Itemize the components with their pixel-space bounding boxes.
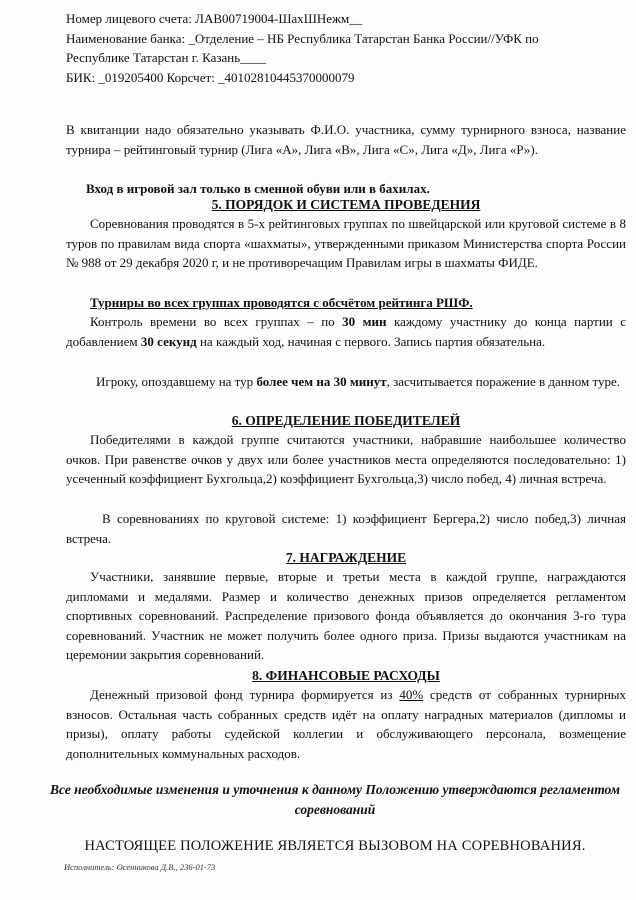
- late-arrival-paragraph: Игроку, опоздавшему на тур более чем на 30 минут, засчитывается поражение в данном туре.: [96, 374, 620, 389]
- time-control-increment: 30 секунд: [140, 333, 197, 349]
- rating-note: Турниры во всех группах проводятся с обсчётом рейтинга РШФ.: [90, 295, 473, 310]
- section-6-paragraph-1: Победителями в каждой группе считаются участники, набравшие наибольшее количество очков. При равенстве очков у двух или более участников места определяются последовательно: 1) усеченный коэффициент Бухгольца,2) коэффициент Бухгольца,3) число побед, 4) личная встреча.: [66, 432, 626, 486]
- official-notice: НАСТОЯЩЕЕ ПОЛОЖЕНИЕ ЯВЛЯЕТСЯ ВЫЗОВОМ НА СОРЕВНОВАНИЯ.: [84, 838, 586, 854]
- time-control-minutes: 30 мин: [342, 314, 387, 329]
- section-8-title: 8. ФИНАНСОВЫЕ РАСХОДЫ: [252, 668, 440, 683]
- payment-details: [66, 9, 626, 87]
- section-5-title: 5. ПОРЯДОК И СИСТЕМА ПРОВЕДЕНИЯ: [211, 197, 481, 212]
- account-number: Номер лицевого счета: ЛАВ00719004-ШахШНежм__: [66, 11, 363, 26]
- section-8-paragraph: Денежный призовой фонд турнира формируется из 40% средств от собранных турнирных взносов. Остальная часть собранных средств идёт на оплату наградных материалов (дипломы и призы), оплату работы судейской коллегии и обслуживающего персонала, возмещение дополнительных коммунальных расходов.: [66, 687, 627, 761]
- late-arrival-limit: более чем на 30 минут: [256, 374, 387, 389]
- bank-name-line-1: Наименование банка: _Отделение – НБ Республика Татарстан Банка России//УФК по: [66, 30, 539, 46]
- section-6-paragraph-2: В соревнованиях по круговой системе: 1) коэффициент Бергера,2) число побед,3) личная встреча.: [66, 511, 626, 546]
- receipt-note: В квитанции надо обязательно указывать Ф.И.О. участника, сумму турнирного взноса, название турнира – рейтинговый турнир (Лига «А», Лига «В», Лига «С», Лига «Д», Лига «Р»).: [66, 122, 626, 157]
- closing-statement: Все необходимые изменения и уточнения к данному Положению утверждаются регламентом соревнований: [49, 782, 621, 817]
- section-7-paragraph: Участники, занявшие первые, вторые и третьи места в каждой группе, награждаются дипломами и медалями. Размер и количество денежных призов определяется регламентом спортивных соревнований. Распределение призового фонда объявляется до окончания 3-го тура соревнований. Участник не может получить более одного приза. Призы выдаются участникам на церемонии закрытия соревнований.: [66, 569, 626, 662]
- bank-name-line-2: Республике Татарстан г. Казань____: [66, 50, 267, 65]
- bik-correspondent-account: БИК: _019205400 Корсчет: _40102810445370000079: [66, 69, 355, 85]
- section-5-paragraph: Соревнования проводятся в 5-х рейтинговых группах по швейцарской или круговой системе в 8 туров по правилам вида спорта «шахматы», утвержденными приказом Министерства спорта России № 988 от 29 декабря 2020 г, и не противоречащим Правилам игры в шахматы ФИДЕ.: [66, 216, 626, 270]
- entry-rule: Вход в игровой зал только в сменной обуви или в бахилах.: [86, 181, 430, 196]
- section-7-title: 7. НАГРАЖДЕНИЕ: [285, 550, 407, 565]
- prize-fund-percent: 40%: [399, 687, 424, 702]
- executor-footer: Исполнитель: Осенникова Д.В., 236-01-73: [64, 862, 216, 872]
- time-control-paragraph: Контроль времени во всех группах – по 30 мин каждому участнику до конца партии с добавлением 30 секунд на каждый ход, начиная с первого. Запись партия обязательна.: [66, 314, 626, 349]
- section-6-title: 6. ОПРЕДЕЛЕНИЕ ПОБЕДИТЕЛЕЙ: [231, 413, 461, 428]
